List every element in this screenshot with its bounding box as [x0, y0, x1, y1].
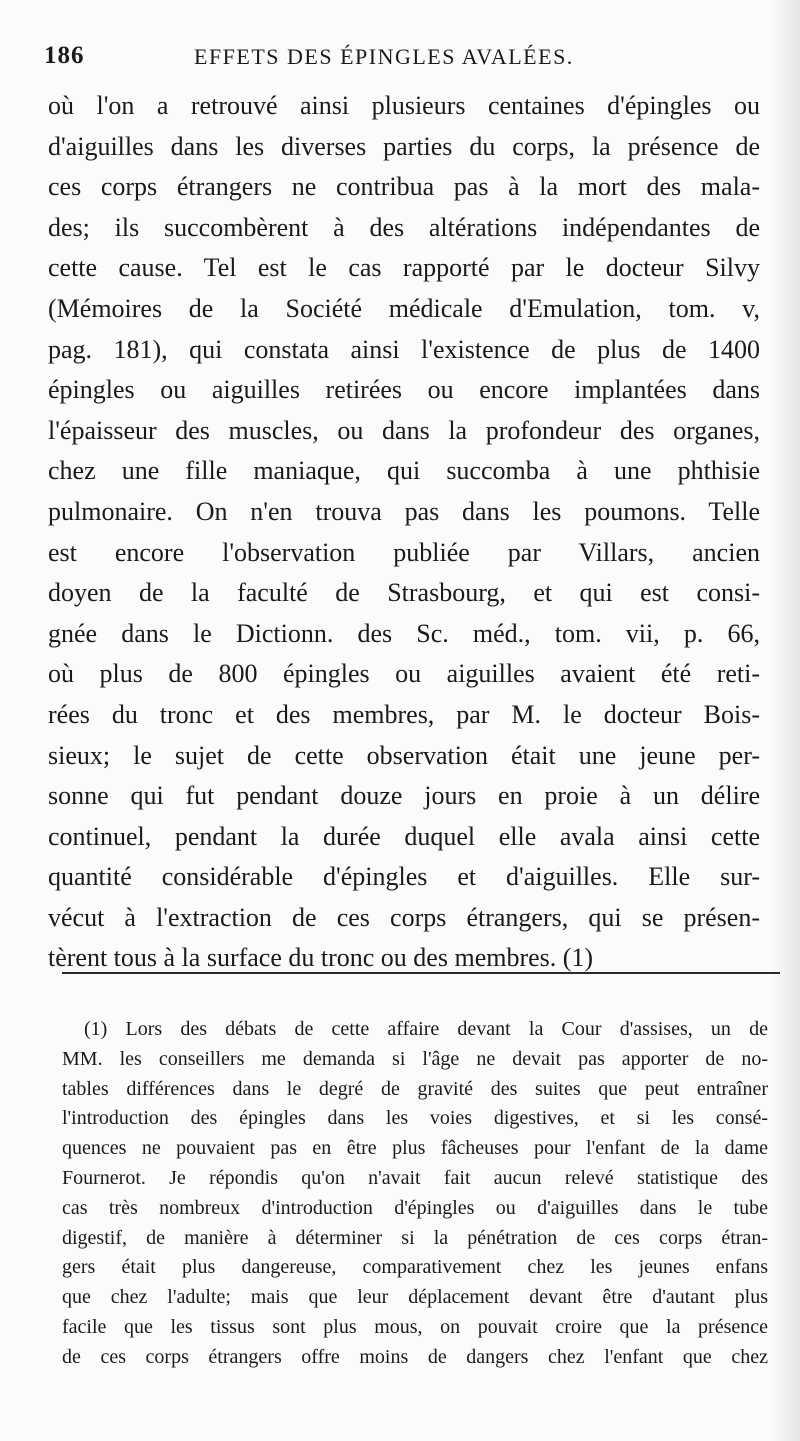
page-header: [44, 42, 760, 82]
footnote-line: (1) Lors des débats de cette affaire devant la Cour d'assises, un de: [84, 1018, 768, 1040]
body-line: d'aiguilles dans les diverses parties du corps, la présence de: [48, 131, 760, 161]
footnote-line: quences ne pouvaient pas en être plus fâcheuses pour l'enfant de la dame: [62, 1137, 768, 1160]
running-title: EFFETS DES ÉPINGLES AVALÉES.: [194, 44, 574, 69]
body-line: où plus de 800 épingles ou aiguilles avaient été reti-: [48, 659, 760, 689]
body-line: ces corps étrangers ne contribua pas à la mort des mala-: [48, 172, 760, 202]
body-line: sonne qui fut pendant douze jours en proie à un délire: [48, 781, 760, 811]
footnote-line: facile que les tissus sont plus mous, on pouvait croire que la présence: [62, 1315, 768, 1338]
body-line: est encore l'observation publiée par Villars, ancien: [48, 537, 760, 567]
footnote-line: cas très nombreux d'introduction d'épingles ou d'aiguilles dans le tube: [62, 1196, 768, 1219]
body-line: cette cause. Tel est le cas rapporté par le docteur Silvy: [48, 253, 760, 283]
body-line: (Mémoires de la Société médicale d'Emulation, tom. v,: [48, 293, 760, 323]
footnote-line: gers était plus dangereuse, comparativement chez les jeunes enfans: [62, 1256, 768, 1279]
body-line: des; ils succombèrent à des altérations indépendantes de: [48, 212, 760, 242]
body-line: sieux; le sujet de cette observation était une jeune per-: [48, 740, 760, 770]
body-line: où l'on a retrouvé ainsi plusieurs centaines d'épingles ou: [48, 91, 760, 120]
body-line: gnée dans le Dictionn. des Sc. méd., tom. vii, p. 66,: [48, 618, 760, 648]
body-line: l'épaisseur des muscles, ou dans la profondeur des organes,: [48, 415, 760, 445]
footnote-line: MM. les conseillers me demanda si l'âge ne devait pas apporter de no-: [62, 1047, 768, 1070]
footnote: [62, 1015, 768, 1373]
footnote-line: tables différences dans le degré de gravité des suites que peut entraîner: [62, 1077, 768, 1100]
body-line: pag. 181), qui constata ainsi l'existence de plus de 1400: [48, 334, 760, 364]
body-line: chez une fille maniaque, qui succomba à une phthisie: [48, 456, 760, 486]
body-line-last: tèrent tous à la surface du tronc ou des membres. (1): [48, 943, 594, 973]
page-number: 186: [44, 42, 85, 69]
footnote-line: l'introduction des épingles dans les voies digestives, et si les consé-: [62, 1107, 768, 1130]
body-line: continuel, pendant la durée duquel elle avala ainsi cette: [48, 821, 760, 851]
footnote-separator: [62, 972, 780, 974]
body-line: épingles ou aiguilles retirées ou encore implantées dans: [48, 375, 760, 405]
body-line: quantité considérable d'épingles et d'aiguilles. Elle sur-: [48, 862, 760, 892]
body-text: [48, 86, 760, 979]
footnote-line: de ces corps étrangers offre moins de dangers chez l'enfant que chez: [62, 1345, 768, 1368]
body-line: doyen de la faculté de Strasbourg, et qui est consi-: [48, 578, 760, 608]
page-edge-shadow: [772, 0, 800, 1441]
footnote-line: Fournerot. Je répondis qu'on n'avait fait aucun relevé statistique des: [62, 1166, 768, 1189]
body-line: rées du tronc et des membres, par M. le docteur Bois-: [48, 699, 760, 729]
body-line: vécut à l'extraction de ces corps étrangers, qui se présen-: [48, 902, 760, 932]
body-line: pulmonaire. On n'en trouva pas dans les poumons. Telle: [48, 496, 760, 526]
footnote-line: digestif, de manière à déterminer si la pénétration de ces corps étran-: [62, 1226, 768, 1249]
footnote-line: que chez l'adulte; mais que leur déplacement devant être d'autant plus: [62, 1286, 768, 1309]
